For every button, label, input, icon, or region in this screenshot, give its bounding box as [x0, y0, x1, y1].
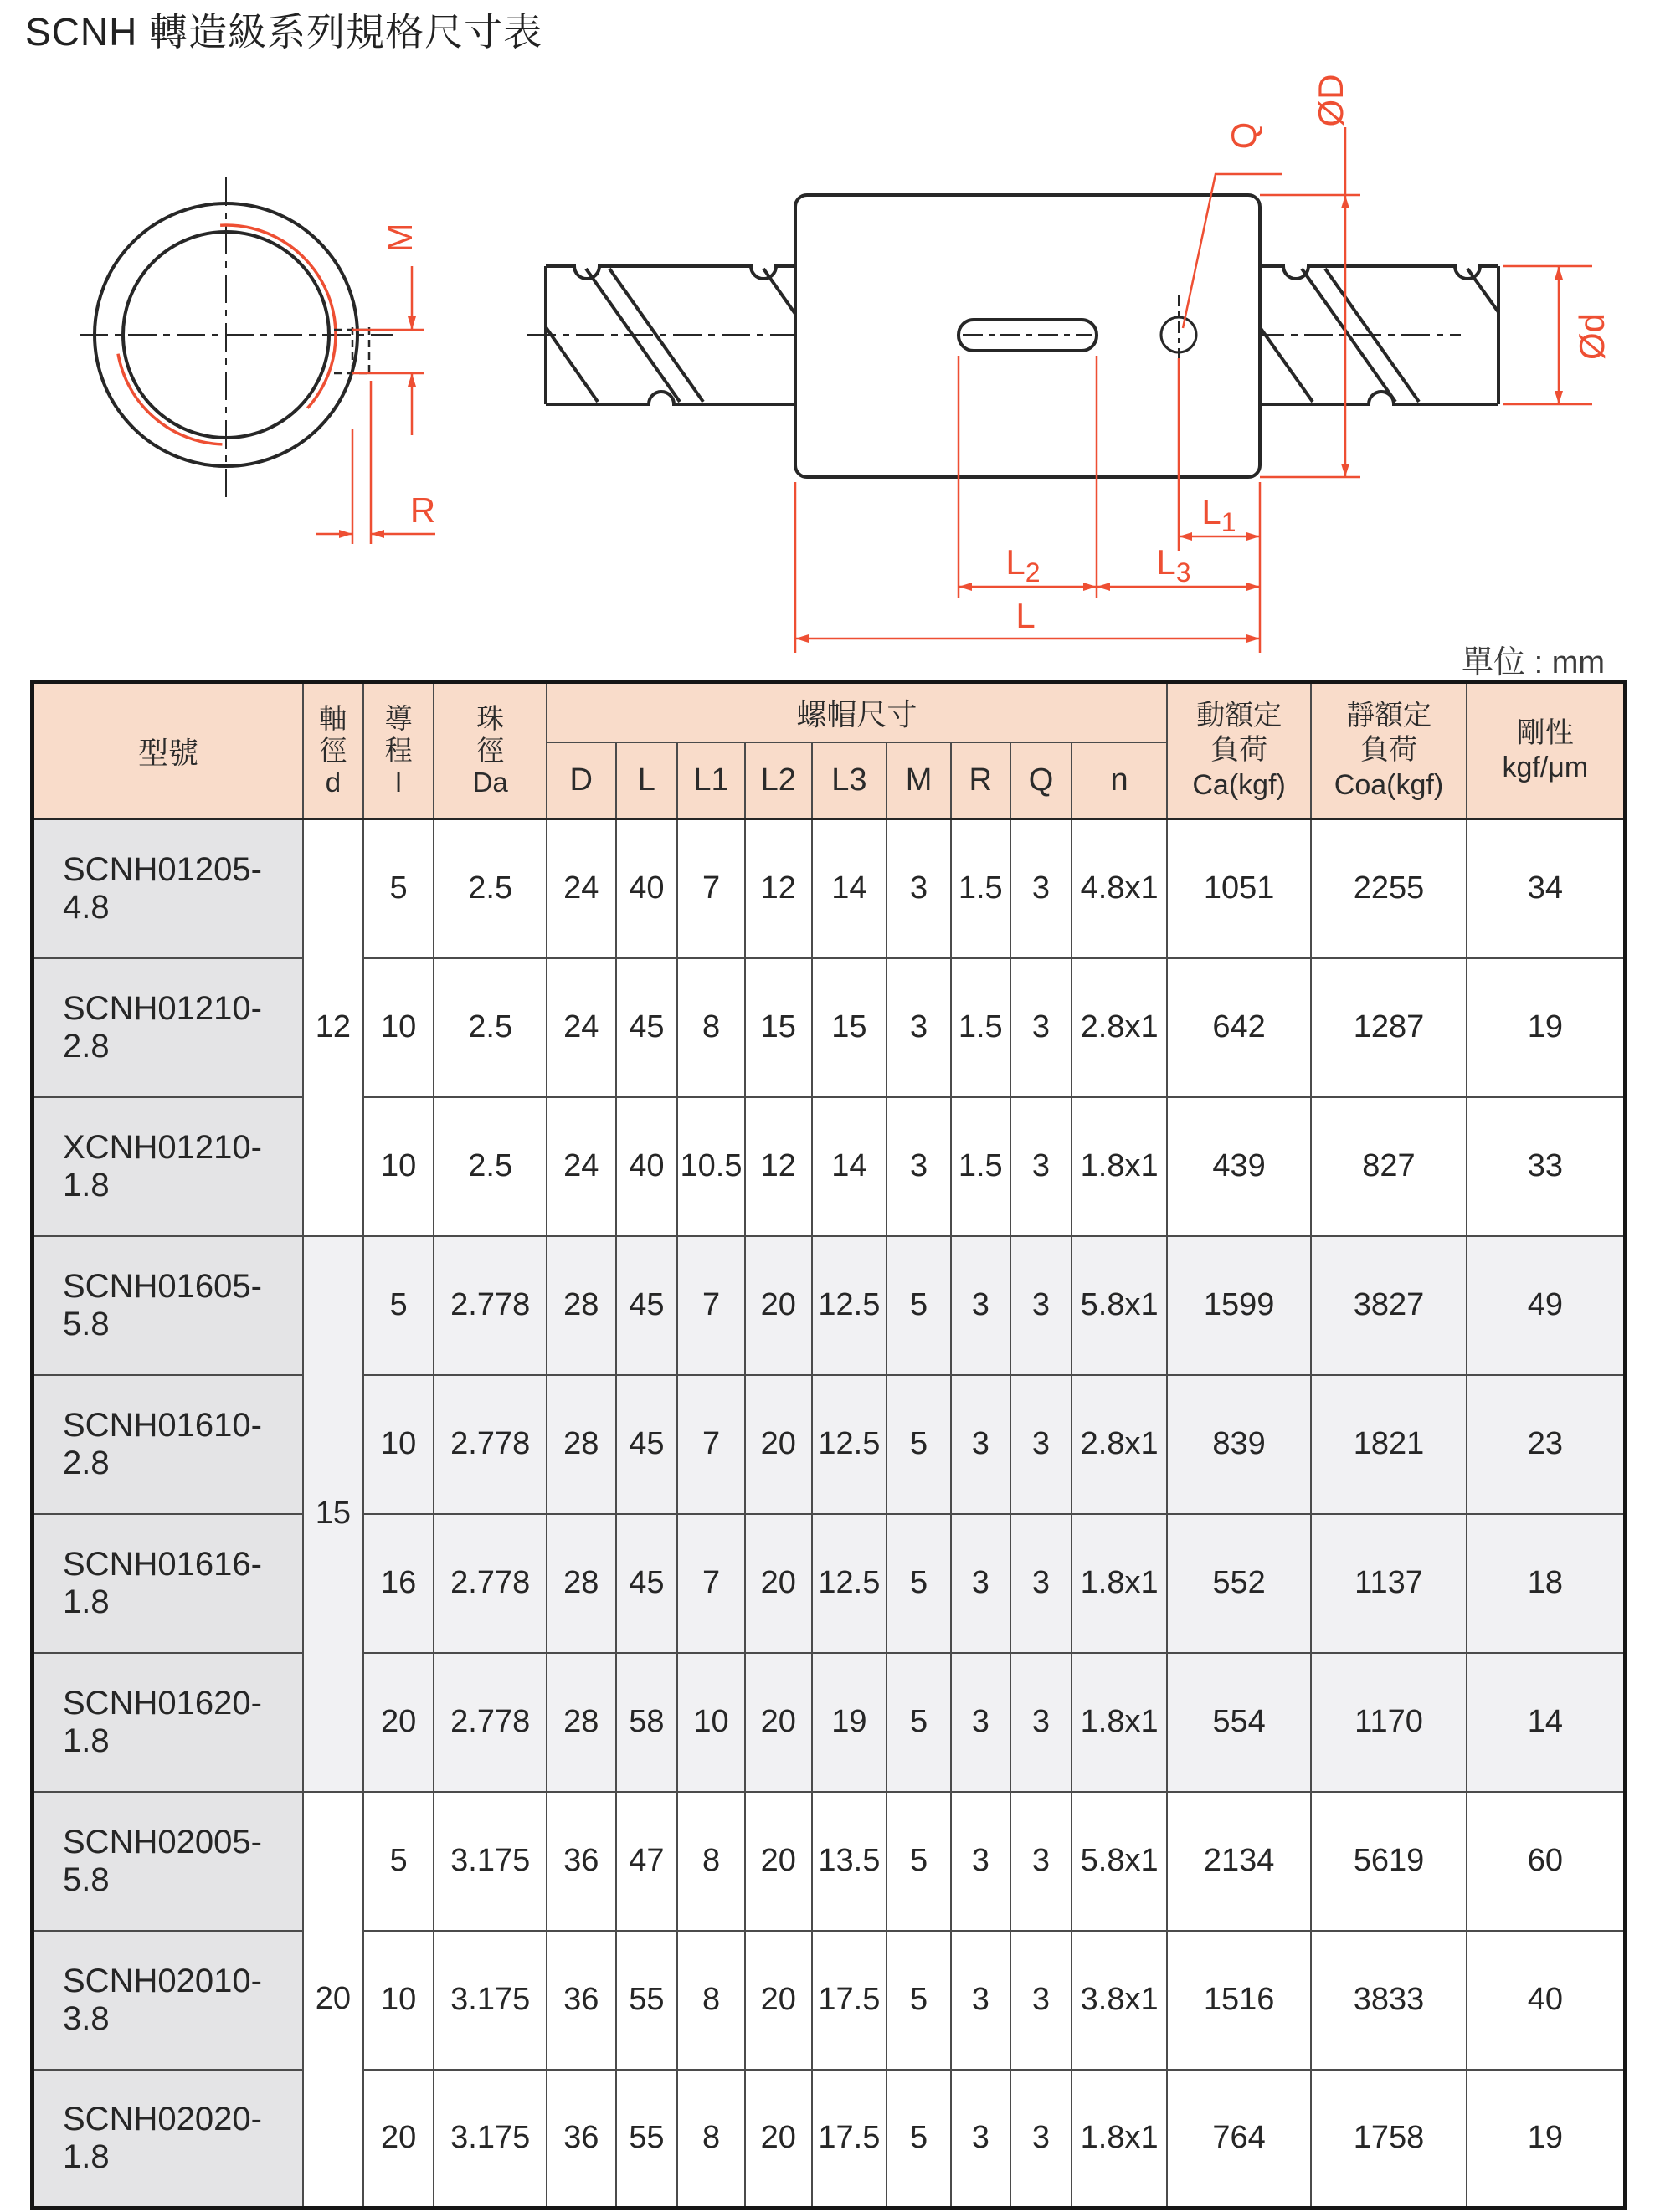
spec-cell-Q: 3 [1010, 958, 1072, 1097]
dim-label-L2: $L_2$ [1005, 542, 1041, 588]
spec-cell-R: 1.5 [951, 819, 1010, 958]
spec-cell-Q: 3 [1010, 2070, 1072, 2209]
spec-cell-L1: 7 [677, 1236, 745, 1375]
spec-cell-ball-dia: 3.175 [434, 1931, 547, 2070]
header-shaft-dia: 軸 徑 d [303, 682, 363, 819]
dim-label-Od: Ød [1572, 312, 1611, 361]
spec-cell-M: 5 [887, 2070, 951, 2209]
spec-cell-L3: 19 [812, 1653, 887, 1792]
spec-cell-R: 3 [951, 2070, 1010, 2209]
spec-cell-ball-dia: 2.5 [434, 819, 547, 958]
spec-cell-n: 1.8x1 [1072, 1653, 1167, 1792]
spec-cell-coa: 3833 [1311, 1931, 1466, 2070]
spec-cell-ball-dia: 2.5 [434, 1097, 547, 1236]
spec-cell-Q: 3 [1010, 1375, 1072, 1514]
spec-cell-n: 1.8x1 [1072, 2070, 1167, 2209]
spec-cell-M: 3 [887, 819, 951, 958]
spec-cell-L: 45 [616, 1375, 678, 1514]
spec-cell-D: 36 [547, 1931, 616, 2070]
spec-cell-L3: 17.5 [812, 2070, 887, 2209]
spec-cell-L2: 20 [745, 2070, 812, 2209]
spec-cell-Q: 3 [1010, 1653, 1072, 1792]
header-lead: 導 程 l [363, 682, 434, 819]
spec-cell-n: 1.8x1 [1072, 1514, 1167, 1653]
spec-cell-L2: 12 [745, 1097, 812, 1236]
spec-cell-ca: 1051 [1167, 819, 1311, 958]
spec-cell-L1: 7 [677, 819, 745, 958]
header-col-M: M [887, 742, 951, 819]
spec-cell-coa: 1287 [1311, 958, 1466, 1097]
table-body [33, 819, 1626, 2209]
spec-cell-R: 1.5 [951, 958, 1010, 1097]
spec-cell-lead: 20 [363, 1653, 434, 1792]
spec-cell-n: 4.8x1 [1072, 819, 1167, 958]
spec-cell-L: 58 [616, 1653, 678, 1792]
spec-cell-L: 55 [616, 2070, 678, 2209]
spec-cell-L2: 20 [745, 1931, 812, 2070]
spec-cell-L2: 20 [745, 1653, 812, 1792]
spec-cell-lead: 10 [363, 958, 434, 1097]
spec-cell-coa: 1758 [1311, 2070, 1466, 2209]
spec-cell-ball-dia: 2.778 [434, 1514, 547, 1653]
spec-cell-L: 45 [616, 958, 678, 1097]
spec-cell-lead: 10 [363, 1097, 434, 1236]
spec-cell-L2: 12 [745, 819, 812, 958]
spec-cell-rigidity: 18 [1467, 1514, 1626, 1653]
spec-cell-D: 36 [547, 2070, 616, 2209]
spec-cell-coa: 3827 [1311, 1236, 1466, 1375]
unit-note: 單位 : mm [1462, 645, 1605, 680]
spec-cell-D: 28 [547, 1375, 616, 1514]
spec-cell-ca: 764 [1167, 2070, 1311, 2209]
spec-cell-L3: 13.5 [812, 1792, 887, 1931]
header-ball-dia: 珠 徑 Da [434, 682, 547, 819]
spec-cell-coa: 1137 [1311, 1514, 1466, 1653]
dim-label-L1: $L_1$ [1201, 492, 1236, 537]
spec-cell-lead: 20 [363, 2070, 434, 2209]
spec-cell-D: 24 [547, 958, 616, 1097]
spec-cell-D: 28 [547, 1236, 616, 1375]
spec-cell-L: 45 [616, 1514, 678, 1653]
header-col-R: R [951, 742, 1010, 819]
dim-label-R: R [409, 490, 436, 530]
spec-cell-coa: 1821 [1311, 1375, 1466, 1514]
spec-cell-Q: 3 [1010, 1097, 1072, 1236]
table-row [33, 1236, 1626, 1375]
spec-cell-n: 5.8x1 [1072, 1236, 1167, 1375]
spec-cell-ca: 839 [1167, 1375, 1311, 1514]
spec-cell-ball-dia: 2.5 [434, 958, 547, 1097]
spec-cell-L3: 15 [812, 958, 887, 1097]
spec-cell-M: 3 [887, 1097, 951, 1236]
spec-cell-ca: 1516 [1167, 1931, 1311, 2070]
spec-cell-n: 2.8x1 [1072, 1375, 1167, 1514]
model-cell: SCNH01616-1.8 [33, 1514, 304, 1653]
spec-cell-L2: 20 [745, 1236, 812, 1375]
spec-cell-rigidity: 60 [1467, 1792, 1626, 1931]
spec-cell-L3: 12.5 [812, 1514, 887, 1653]
model-cell: SCNH01205-4.8 [33, 819, 304, 958]
shaft-dia-cell: 12 [303, 819, 363, 1236]
dim-label-L: L [1015, 596, 1036, 635]
spec-cell-lead: 5 [363, 1792, 434, 1931]
spec-cell-ball-dia: 2.778 [434, 1653, 547, 1792]
spec-cell-M: 3 [887, 958, 951, 1097]
front-view [80, 177, 435, 544]
spec-cell-R: 3 [951, 1514, 1010, 1653]
table-row [33, 1514, 1626, 1653]
shaft-dia-cell: 15 [303, 1236, 363, 1792]
spec-cell-rigidity: 40 [1467, 1931, 1626, 2070]
spec-cell-L: 40 [616, 819, 678, 958]
spec-cell-n: 1.8x1 [1072, 1097, 1167, 1236]
header-dynamic-load: 動額定 負荷 Ca(kgf) [1167, 682, 1311, 819]
spec-cell-ca: 554 [1167, 1653, 1311, 1792]
spec-cell-n: 3.8x1 [1072, 1931, 1167, 2070]
spec-cell-L1: 8 [677, 2070, 745, 2209]
dim-OD [1260, 127, 1360, 477]
header-rigidity: 剛性 kgf/μm [1467, 682, 1626, 819]
spec-cell-coa: 827 [1311, 1097, 1466, 1236]
spec-cell-L: 55 [616, 1931, 678, 2070]
spec-cell-R: 3 [951, 1375, 1010, 1514]
table-row [33, 1653, 1626, 1792]
spec-cell-L3: 17.5 [812, 1931, 887, 2070]
header-col-L2: L2 [745, 742, 812, 819]
shaft-dia-cell: 20 [303, 1792, 363, 2209]
spec-cell-lead: 10 [363, 1931, 434, 2070]
spec-cell-D: 28 [547, 1514, 616, 1653]
spec-cell-M: 5 [887, 1792, 951, 1931]
spec-cell-D: 24 [547, 1097, 616, 1236]
spec-cell-ball-dia: 2.778 [434, 1236, 547, 1375]
model-cell: XCNH01210-1.8 [33, 1097, 304, 1236]
spec-cell-Q: 3 [1010, 819, 1072, 958]
spec-cell-Q: 3 [1010, 1514, 1072, 1653]
spec-cell-R: 3 [951, 1792, 1010, 1931]
ball-track-arc [118, 354, 222, 444]
spec-cell-L2: 20 [745, 1792, 812, 1931]
spec-cell-rigidity: 14 [1467, 1653, 1626, 1792]
technical-drawing [0, 0, 1655, 678]
model-cell: SCNH01210-2.8 [33, 958, 304, 1097]
header-static-load: 靜額定 負荷 Coa(kgf) [1311, 682, 1466, 819]
dim-label-M: M [380, 223, 419, 253]
model-cell: SCNH02010-3.8 [33, 1931, 304, 2070]
header-nut-dims-group: 螺帽尺寸 [547, 682, 1167, 742]
spec-cell-L1: 8 [677, 1792, 745, 1931]
spec-cell-rigidity: 33 [1467, 1097, 1626, 1236]
spec-cell-rigidity: 19 [1467, 2070, 1626, 2209]
spec-cell-ca: 2134 [1167, 1792, 1311, 1931]
spec-cell-ball-dia: 3.175 [434, 2070, 547, 2209]
table-row [33, 2070, 1626, 2209]
header-col-n: n [1072, 742, 1167, 819]
header-model: 型號 [33, 682, 304, 819]
nut-body [795, 195, 1260, 477]
table-row [33, 819, 1626, 958]
spec-cell-ca: 439 [1167, 1097, 1311, 1236]
spec-cell-R: 3 [951, 1931, 1010, 2070]
spec-cell-ball-dia: 3.175 [434, 1792, 547, 1931]
spec-cell-L2: 20 [745, 1375, 812, 1514]
spec-cell-L1: 7 [677, 1514, 745, 1653]
spec-cell-M: 5 [887, 1931, 951, 2070]
spec-cell-L3: 12.5 [812, 1375, 887, 1514]
spec-cell-ca: 552 [1167, 1514, 1311, 1653]
spec-cell-L1: 7 [677, 1375, 745, 1514]
spec-cell-L1: 10 [677, 1653, 745, 1792]
spec-cell-ca: 1599 [1167, 1236, 1311, 1375]
model-cell: SCNH01610-2.8 [33, 1375, 304, 1514]
table-row [33, 1375, 1626, 1514]
dim-label-OD: ØD [1311, 74, 1350, 127]
spec-cell-L2: 15 [745, 958, 812, 1097]
spec-cell-L3: 12.5 [812, 1236, 887, 1375]
spec-cell-ca: 642 [1167, 958, 1311, 1097]
header-col-Q: Q [1010, 742, 1072, 819]
table-row [33, 1792, 1626, 1931]
spec-cell-L2: 20 [745, 1514, 812, 1653]
spec-table [30, 680, 1627, 2210]
header-col-L: L [616, 742, 678, 819]
spec-cell-rigidity: 19 [1467, 958, 1626, 1097]
spec-cell-coa: 5619 [1311, 1792, 1466, 1931]
spec-cell-D: 28 [547, 1653, 616, 1792]
table-row [33, 1931, 1626, 2070]
spec-cell-lead: 5 [363, 819, 434, 958]
spec-cell-lead: 5 [363, 1236, 434, 1375]
spec-cell-L3: 14 [812, 1097, 887, 1236]
table-header [33, 682, 1626, 819]
spec-cell-L: 47 [616, 1792, 678, 1931]
header-col-D: D [547, 742, 616, 819]
table-row [33, 1097, 1626, 1236]
header-col-L1: L1 [677, 742, 745, 819]
spec-cell-lead: 16 [363, 1514, 434, 1653]
spec-cell-rigidity: 34 [1467, 819, 1626, 958]
spec-cell-M: 5 [887, 1653, 951, 1792]
spec-cell-Q: 3 [1010, 1931, 1072, 2070]
model-cell: SCNH01605-5.8 [33, 1236, 304, 1375]
spec-cell-D: 24 [547, 819, 616, 958]
spec-cell-L1: 8 [677, 1931, 745, 2070]
model-cell: SCNH02020-1.8 [33, 2070, 304, 2209]
header-col-L3: L3 [812, 742, 887, 819]
spec-cell-n: 2.8x1 [1072, 958, 1167, 1097]
dim-label-Q: Q [1224, 121, 1263, 150]
spec-cell-R: 1.5 [951, 1097, 1010, 1236]
dim-M [352, 266, 424, 435]
spec-cell-M: 5 [887, 1236, 951, 1375]
spec-cell-D: 36 [547, 1792, 616, 1931]
spec-cell-rigidity: 23 [1467, 1375, 1626, 1514]
spec-cell-coa: 1170 [1311, 1653, 1466, 1792]
spec-cell-L1: 10.5 [677, 1097, 745, 1236]
spec-cell-L: 40 [616, 1097, 678, 1236]
spec-cell-ball-dia: 2.778 [434, 1375, 547, 1514]
spec-cell-n: 5.8x1 [1072, 1792, 1167, 1931]
spec-cell-M: 5 [887, 1375, 951, 1514]
model-cell: SCNH01620-1.8 [33, 1653, 304, 1792]
spec-cell-R: 3 [951, 1236, 1010, 1375]
model-cell: SCNH02005-5.8 [33, 1792, 304, 1931]
spec-cell-L3: 14 [812, 819, 887, 958]
page-title: SCNH 轉造級系列規格尺寸表 [25, 10, 543, 54]
spec-cell-M: 5 [887, 1514, 951, 1653]
spec-cell-coa: 2255 [1311, 819, 1466, 958]
spec-cell-rigidity: 49 [1467, 1236, 1626, 1375]
spec-cell-Q: 3 [1010, 1236, 1072, 1375]
spec-cell-lead: 10 [363, 1375, 434, 1514]
spec-cell-Q: 3 [1010, 1792, 1072, 1931]
spec-cell-R: 3 [951, 1653, 1010, 1792]
spec-cell-L1: 8 [677, 958, 745, 1097]
side-view [527, 74, 1611, 654]
spec-cell-L: 45 [616, 1236, 678, 1375]
dim-label-L3: $L_3$ [1156, 542, 1191, 588]
table-row [33, 958, 1626, 1097]
